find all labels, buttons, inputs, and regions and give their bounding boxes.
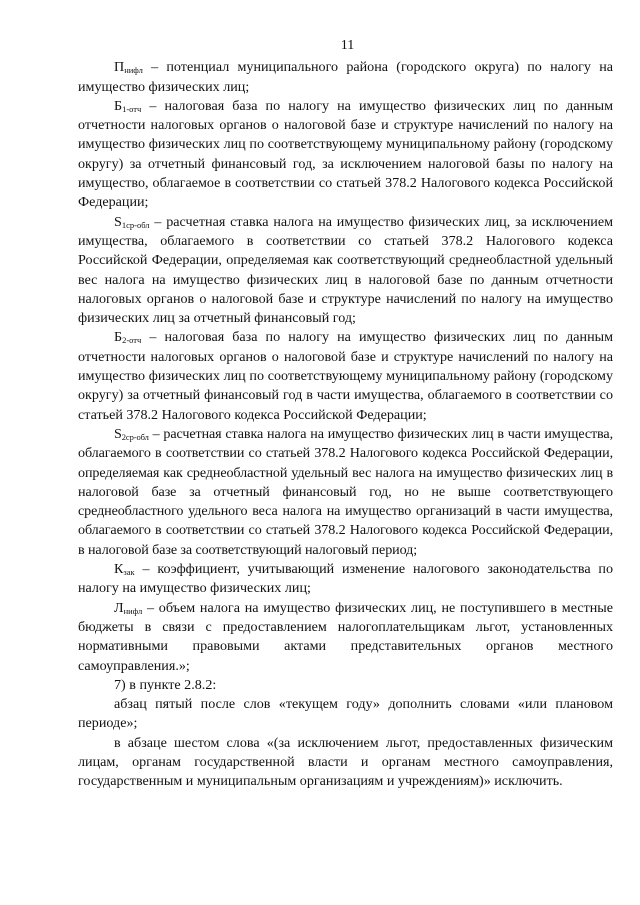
page-number: 11 bbox=[340, 37, 355, 53]
definition-tax-base-2 bbox=[78, 328, 613, 424]
definition-text: – расчетная ставка налога на имущество физических лиц, за исключением имущества, облагаемого в соответствии со статьей 378.2 Налогового кодекса Российской Федерации, определяемая как соответствующий среднеобластной удельный вес налога на имущество физических лиц в налоговой базе по данным отчетности налоговых органов о налоговой базе и структуре начислений по налогу на имущество физических лиц за отчетный финансовый год; bbox=[78, 213, 613, 327]
definition-text: – потенциал муниципального района (городского округа) по налогу на имущество физических лиц; bbox=[78, 59, 613, 95]
definition-tax-rate-2 bbox=[78, 425, 613, 560]
symbol-subscript: нифл bbox=[124, 65, 143, 76]
symbol: S bbox=[114, 425, 122, 442]
symbol-subscript: зак bbox=[123, 567, 135, 578]
definition-coefficient bbox=[78, 560, 613, 599]
symbol-subscript: 2-отч bbox=[122, 335, 142, 346]
amendment-item-7: 7) в пункте 2.8.2: bbox=[114, 676, 217, 693]
definition-text: – коэффициент, учитывающий изменение налогового законодательства по налогу на имущество физических лиц; bbox=[78, 561, 613, 597]
definition-potential bbox=[78, 58, 613, 97]
symbol-subscript: нифл bbox=[123, 605, 143, 616]
definition-text: – объем налога на имущество физических лиц, не поступившего в местные бюджеты в связи с предоставлением налогоплательщикам льгот, установленных нормативными правовыми актами представительных органов местного самоуправления.»; bbox=[78, 599, 613, 674]
symbol: Б bbox=[114, 97, 123, 114]
amendment-paragraph-6: в абзаце шестом слова «(за исключением льгот, предоставленных физическим лицам, органам государственной власти и органам местного самоуправления, государственным и муниципальным организациям и учреждениям)» исключить. bbox=[78, 734, 613, 790]
symbol: S bbox=[114, 213, 122, 230]
symbol: П bbox=[114, 59, 125, 76]
definition-tax-base-1 bbox=[78, 97, 613, 213]
symbol: Л bbox=[114, 599, 124, 616]
definition-tax-rate-1 bbox=[78, 213, 613, 329]
symbol-subscript: 2ср-обл bbox=[121, 431, 149, 442]
symbol-subscript: 1ср-обл bbox=[121, 219, 150, 230]
definition-text: – налоговая база по налогу на имущество физических лиц по данным отчетности налоговых органов о налоговой базе и структуре начислений по налогу на имущество физических лиц по соответствующему муниципальному району (городскому округу) за отчетный финансовый год, за исключением налоговой базы по налогу на имущество, облагаемое в соответствии со статьей 378.2 Налогового кодекса Российской Федерации; bbox=[78, 97, 613, 211]
symbol-subscript: 1-отч bbox=[122, 103, 142, 114]
definition-text: – расчетная ставка налога на имущество физических лиц в части имущества, облагаемого в соответствии со статьей 378.2 Налогового кодекса Российской Федерации, определяемая как среднеобластной удельный вес налога на имущество физических лиц в налоговой базе за отчетный финансовый год, но не выше соответствующего среднеобластного удельного веса налога на имущество организаций в части имущества, облагаемого в соответствии со статьей 378.2 Налогового кодекса Российской Федерации, в налоговой базе за соответствующий налоговый период; bbox=[78, 425, 613, 558]
symbol: К bbox=[114, 561, 124, 578]
amendment-paragraph-5: абзац пятый после слов «текущем году» дополнить словами «или плановом периоде»; bbox=[78, 696, 613, 732]
symbol: Б bbox=[114, 329, 123, 346]
definition-text: – налоговая база по налогу на имущество физических лиц по данным отчетности налоговых органов о налоговой базе и структуре начислений по налогу на имущество физических лиц по соответствующему муниципальному району (городскому округу) за отчетный финансовый год в части имущества, облагаемого в соответствии со статьей 378.2 Налогового кодекса Российской Федерации; bbox=[78, 329, 613, 423]
definition-benefits-volume bbox=[78, 599, 613, 676]
